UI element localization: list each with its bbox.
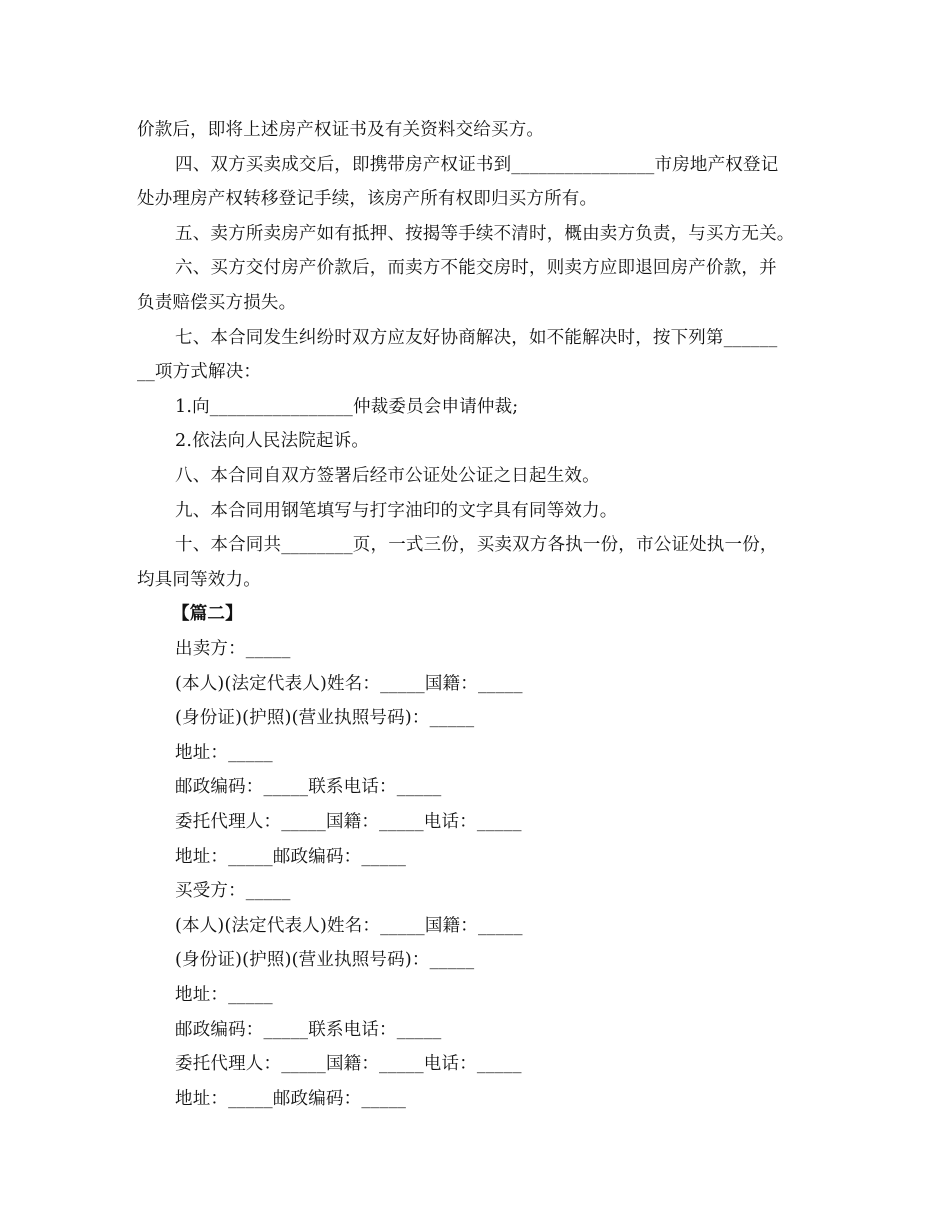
clause-5: 五、卖方所卖房产如有抵押、按揭等手续不清时，概由卖方负责，与买方无关。 [175, 224, 795, 244]
clause-7-line-1: 七、本合同发生纠纷时双方应友好协商解决，如不能解决时，按下列第______ [175, 328, 778, 348]
clause-8: 八、本合同自双方签署后经市公证处公证之日起生效。 [175, 466, 600, 486]
seller-id-field: (身份证)(护照)(营业执照号码)：_____ [175, 708, 475, 728]
clause-7-line-2: __项方式解决： [137, 362, 262, 382]
clause-6-line-2: 负责赔偿买方损失。 [137, 293, 297, 313]
buyer-agent-field: 委托代理人：_____国籍：_____电话：_____ [175, 1054, 522, 1074]
clause-10-line-2: 均具同等效力。 [137, 570, 261, 590]
option-2: 2.依法向人民法院起诉。 [175, 431, 370, 451]
clause-10-line-1: 十、本合同共________页，一式三份，买卖双方各执一份，市公证处执一份， [175, 535, 778, 555]
option-1: 1.向________________仲裁委员会申请仲裁; [175, 397, 519, 417]
seller-field: 出卖方：_____ [175, 639, 291, 659]
clause-4-line-2: 处办理房产权转移登记手续，该房产所有权即归买方所有。 [137, 189, 598, 209]
clause-4-line-1: 四、双方买卖成交后，即携带房产权证书到________________市房地产权登记 [175, 155, 779, 175]
clause-6-line-1: 六、买方交付房产价款后，而卖方不能交房时，则卖方应即退回房产价款，并 [175, 258, 777, 278]
seller-address-field: 地址：_____ [175, 743, 273, 763]
buyer-contact-field: 邮政编码：_____联系电话：_____ [175, 1020, 442, 1040]
buyer-name-field: (本人)(法定代表人)姓名：_____国籍：_____ [175, 916, 523, 936]
section-heading: 【篇二】 [172, 604, 243, 624]
seller-name-field: (本人)(法定代表人)姓名：_____国籍：_____ [175, 674, 523, 694]
buyer-address-field: 地址：_____ [175, 985, 273, 1005]
buyer-id-field: (身份证)(护照)(营业执照号码)：_____ [175, 950, 475, 970]
seller-contact-field: 邮政编码：_____联系电话：_____ [175, 777, 442, 797]
paragraph-line: 价款后，即将上述房产权证书及有关资料交给买方。 [137, 120, 545, 140]
clause-9: 九、本合同用钢笔填写与打字油印的文字具有同等效力。 [175, 501, 618, 521]
seller-agent-field: 委托代理人：_____国籍：_____电话：_____ [175, 812, 522, 832]
buyer-field: 买受方：_____ [175, 881, 291, 901]
buyer-agent-address-field: 地址：_____邮政编码：_____ [175, 1089, 407, 1109]
seller-agent-address-field: 地址：_____邮政编码：_____ [175, 847, 407, 867]
